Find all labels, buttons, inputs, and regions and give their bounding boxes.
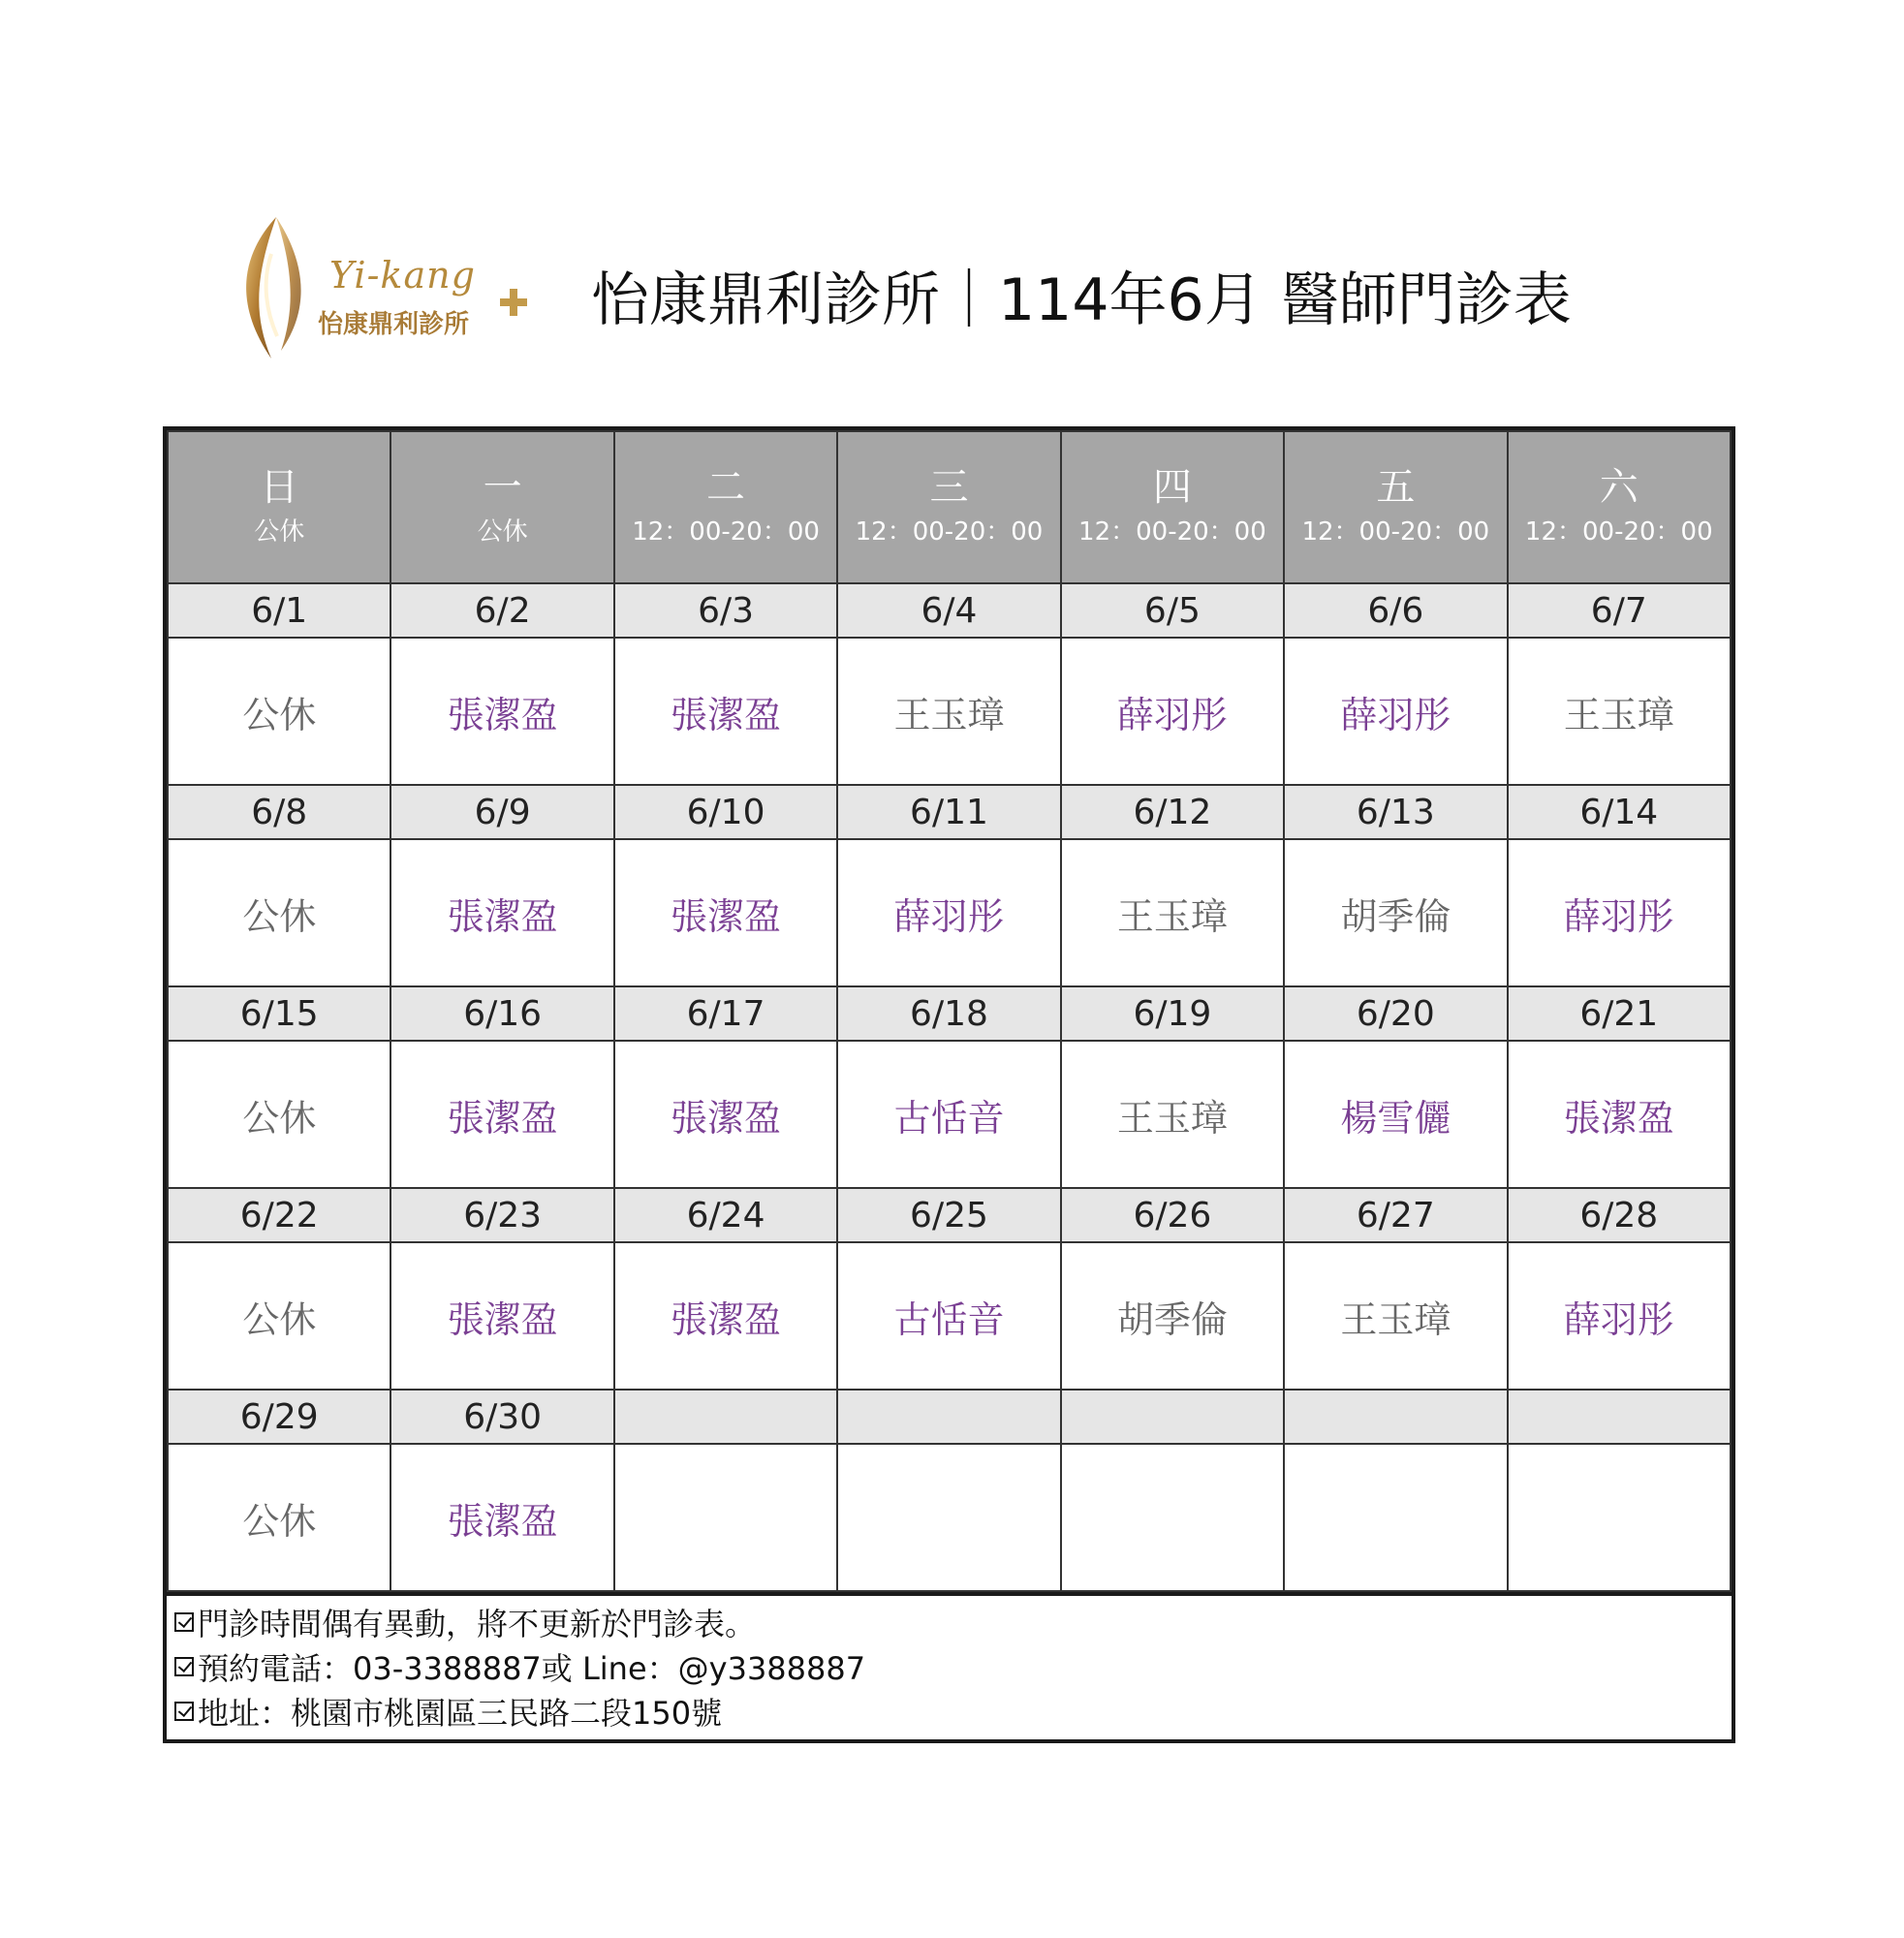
doctor-cell: 公休 bbox=[168, 839, 390, 986]
date-cell: 6/12 bbox=[1061, 785, 1284, 839]
date-cell: 6/30 bbox=[390, 1390, 613, 1444]
doctor-cell: 張潔盈 bbox=[390, 1444, 613, 1591]
schedule-sheet bbox=[163, 426, 1735, 1743]
doctor-cell: 胡季倫 bbox=[1284, 839, 1507, 986]
doctor-cell: 薛羽彤 bbox=[1508, 1242, 1731, 1390]
doctor-cell: 張潔盈 bbox=[614, 638, 837, 785]
weekday-hours: 12：00-20：00 bbox=[632, 516, 820, 547]
date-cell: 6/10 bbox=[614, 785, 837, 839]
doctor-cell: 張潔盈 bbox=[1508, 1041, 1731, 1188]
date-cell: 6/21 bbox=[1508, 986, 1731, 1041]
weekday-header-cell bbox=[168, 431, 390, 583]
weekday-hours: 12：00-20：00 bbox=[855, 516, 1044, 547]
date-cell: 6/20 bbox=[1284, 986, 1507, 1041]
weekday-name: 五 bbox=[1376, 464, 1416, 510]
weekday-name: 日 bbox=[260, 464, 299, 510]
doctor-cell bbox=[614, 1444, 837, 1591]
date-row bbox=[168, 583, 1731, 638]
weekday-hours: 公休 bbox=[254, 516, 305, 547]
weekday-header-cell bbox=[1508, 431, 1731, 583]
doctor-cell bbox=[1508, 1444, 1731, 1591]
weekday-name: 六 bbox=[1599, 464, 1639, 510]
doctor-cell: 薛羽彤 bbox=[1284, 638, 1507, 785]
date-cell: 6/29 bbox=[168, 1390, 390, 1444]
doctor-row bbox=[168, 1444, 1731, 1591]
logo-script-text: Yi-kang bbox=[329, 254, 476, 297]
doctor-cell: 王玉璋 bbox=[1061, 1041, 1284, 1188]
doctor-cell bbox=[1061, 1444, 1284, 1591]
date-cell: 6/13 bbox=[1284, 785, 1507, 839]
date-cell: 6/11 bbox=[837, 785, 1060, 839]
checkbox-checked-icon bbox=[174, 1612, 194, 1632]
logo-name-text: 怡康鼎利診所 bbox=[318, 310, 470, 339]
doctor-cell: 張潔盈 bbox=[614, 839, 837, 986]
doctor-cell: 胡季倫 bbox=[1061, 1242, 1284, 1390]
date-cell: 6/22 bbox=[168, 1188, 390, 1242]
date-cell: 6/26 bbox=[1061, 1188, 1284, 1242]
doctor-cell bbox=[1284, 1444, 1507, 1591]
weekday-name: 四 bbox=[1152, 464, 1192, 510]
date-cell: 6/24 bbox=[614, 1188, 837, 1242]
date-row bbox=[168, 1390, 1731, 1444]
doctor-cell: 古恬音 bbox=[837, 1041, 1060, 1188]
doctor-cell: 王玉璋 bbox=[1061, 839, 1284, 986]
date-cell: 6/15 bbox=[168, 986, 390, 1041]
weekday-name: 一 bbox=[483, 464, 522, 510]
schedule-table bbox=[167, 430, 1732, 1592]
date-cell: 6/19 bbox=[1061, 986, 1284, 1041]
date-cell: 6/23 bbox=[390, 1188, 613, 1242]
date-cell: 6/25 bbox=[837, 1188, 1060, 1242]
weekday-header-row bbox=[168, 431, 1731, 583]
date-row bbox=[168, 1188, 1731, 1242]
doctor-cell: 薛羽彤 bbox=[1508, 839, 1731, 986]
weekday-name: 二 bbox=[706, 464, 746, 510]
weekday-hours: 公休 bbox=[477, 516, 528, 547]
doctor-row bbox=[168, 839, 1731, 986]
date-row bbox=[168, 986, 1731, 1041]
date-cell bbox=[1061, 1390, 1284, 1444]
medical-cross-icon bbox=[500, 289, 527, 316]
weekday-header-cell bbox=[614, 431, 837, 583]
date-cell: 6/5 bbox=[1061, 583, 1284, 638]
date-cell: 6/14 bbox=[1508, 785, 1731, 839]
date-row bbox=[168, 785, 1731, 839]
doctor-cell: 張潔盈 bbox=[614, 1041, 837, 1188]
page-title: 怡康鼎利診所｜114年6月 醫師門診表 bbox=[591, 266, 1572, 334]
notes-section bbox=[167, 1592, 1732, 1739]
doctor-cell: 公休 bbox=[168, 1242, 390, 1390]
date-cell: 6/2 bbox=[390, 583, 613, 638]
date-cell: 6/4 bbox=[837, 583, 1060, 638]
weekday-hours: 12：00-20：00 bbox=[1524, 516, 1713, 547]
doctor-row bbox=[168, 1242, 1731, 1390]
date-cell: 6/9 bbox=[390, 785, 613, 839]
date-cell: 6/3 bbox=[614, 583, 837, 638]
date-cell: 6/8 bbox=[168, 785, 390, 839]
date-cell: 6/28 bbox=[1508, 1188, 1731, 1242]
doctor-cell: 公休 bbox=[168, 1444, 390, 1591]
doctor-cell: 王玉璋 bbox=[1508, 638, 1731, 785]
weekday-hours: 12：00-20：00 bbox=[1301, 516, 1490, 547]
date-cell bbox=[1284, 1390, 1507, 1444]
doctor-cell: 王玉璋 bbox=[837, 638, 1060, 785]
weekday-name: 三 bbox=[929, 464, 969, 510]
doctor-cell bbox=[837, 1444, 1060, 1591]
doctor-cell: 楊雪儷 bbox=[1284, 1041, 1507, 1188]
doctor-cell: 古恬音 bbox=[837, 1242, 1060, 1390]
note-text: 預約電話：03-3388887或 Line：@y3388887 bbox=[198, 1650, 866, 1687]
weekday-hours: 12：00-20：00 bbox=[1078, 516, 1266, 547]
doctor-row bbox=[168, 1041, 1731, 1188]
date-cell: 6/7 bbox=[1508, 583, 1731, 638]
doctor-cell: 王玉璋 bbox=[1284, 1242, 1507, 1390]
date-cell: 6/6 bbox=[1284, 583, 1507, 638]
date-cell bbox=[1508, 1390, 1731, 1444]
date-cell: 6/18 bbox=[837, 986, 1060, 1041]
doctor-cell: 薛羽彤 bbox=[837, 839, 1060, 986]
doctor-cell: 公休 bbox=[168, 638, 390, 785]
doctor-cell: 張潔盈 bbox=[390, 638, 613, 785]
note-text: 地址：桃園市桃園區三民路二段150號 bbox=[198, 1695, 723, 1732]
doctor-cell: 薛羽彤 bbox=[1061, 638, 1284, 785]
doctor-cell: 張潔盈 bbox=[390, 1242, 613, 1390]
date-cell bbox=[614, 1390, 837, 1444]
weekday-header-cell bbox=[390, 431, 613, 583]
doctor-cell: 張潔盈 bbox=[614, 1242, 837, 1390]
weekday-header-cell bbox=[837, 431, 1060, 583]
note-text: 門診時間偶有異動，將不更新於門診表。 bbox=[198, 1606, 757, 1642]
weekday-header-cell bbox=[1284, 431, 1507, 583]
date-cell: 6/17 bbox=[614, 986, 837, 1041]
note-item bbox=[174, 1600, 1724, 1644]
clinic-logo bbox=[233, 215, 533, 370]
date-cell: 6/1 bbox=[168, 583, 390, 638]
checkbox-checked-icon bbox=[174, 1657, 194, 1676]
note-item bbox=[174, 1644, 1724, 1689]
doctor-cell: 公休 bbox=[168, 1041, 390, 1188]
doctor-row bbox=[168, 638, 1731, 785]
note-item bbox=[174, 1689, 1724, 1734]
date-cell: 6/16 bbox=[390, 986, 613, 1041]
date-cell: 6/27 bbox=[1284, 1188, 1507, 1242]
leaf-logo-icon bbox=[233, 215, 320, 360]
checkbox-checked-icon bbox=[174, 1702, 194, 1721]
weekday-header-cell bbox=[1061, 431, 1284, 583]
date-cell bbox=[837, 1390, 1060, 1444]
doctor-cell: 張潔盈 bbox=[390, 839, 613, 986]
doctor-cell: 張潔盈 bbox=[390, 1041, 613, 1188]
